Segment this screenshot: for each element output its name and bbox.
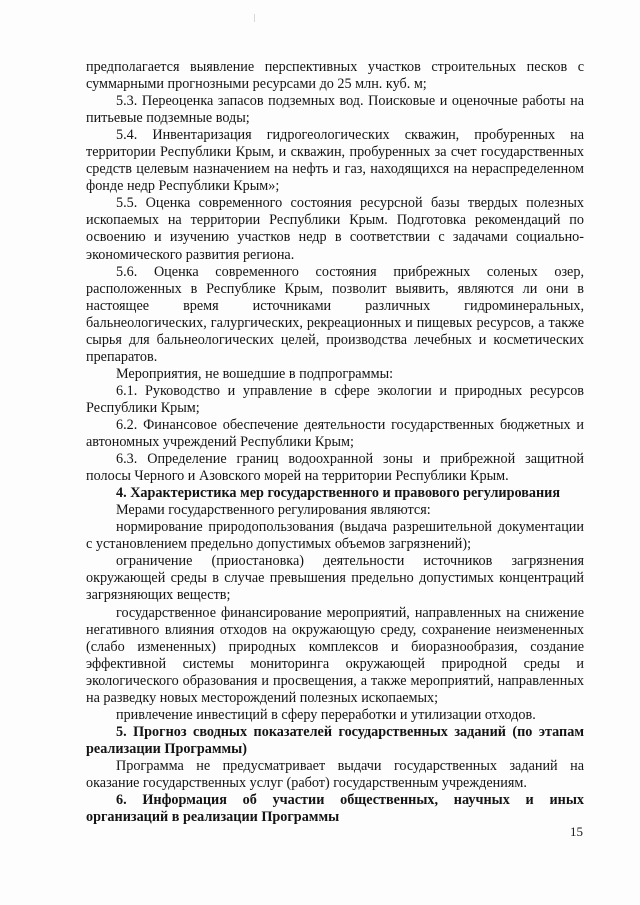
paragraph-6-3: 6.3. Определение границ водоохранной зоны и прибрежной защитной полосы Черного и Азовского морей на территории Республики Крым.: [86, 451, 584, 485]
paragraph-regulation-3: государственное финансирование мероприятий, направленных на снижение негативного влияния отходов на окружающую среду, сохранение неизмененных (слабо измененных) природных комплексов и биоразнообразия, создание эффективной системы мониторинга окружающей природной среды и экологического образования и просвещения, а также мероприятий, направленных на разведку новых месторождений полезных ископаемых;: [86, 604, 584, 706]
paragraph-regulation-4: привлечение инвестиций в сферу переработки и утилизации отходов.: [116, 706, 536, 723]
paragraph-regulation-intro: Мерами государственного регулирования являются:: [116, 502, 431, 519]
paragraph-continuation: предполагается выявление перспективных участков строительных песков с суммарными прогнозными ресурсами до 25 млн. куб. м;: [86, 59, 584, 93]
paragraph-6-1: 6.1. Руководство и управление в сфере экологии и природных ресурсов Республики Крым;: [86, 382, 584, 416]
section-heading-4: 4. Характеристика мер государственного и правового регулирования: [116, 485, 560, 502]
paragraph-measures-intro: Мероприятия, не вошедшие в подпрограммы:: [116, 365, 394, 382]
document-body: [86, 59, 584, 826]
section-heading-5: 5. Прогноз сводных показателей государственных заданий (по этапам реализации Программы): [86, 723, 584, 757]
paragraph-5-5: 5.5. Оценка современного состояния ресурсной базы твердых полезных ископаемых на территории Республики Крым. Подготовка рекомендаций по освоению и изучению участков недр в соответствии с задачами социально-экономического развития региона.: [86, 195, 584, 263]
paragraph-regulation-1: нормирование природопользования (выдача разрешительной документации с установлением предельно допустимых объемов загрязнений);: [86, 519, 584, 553]
section-heading-6: 6. Информация об участии общественных, научных и иных организаций в реализации Программы: [86, 792, 584, 826]
paragraph-5-3: 5.3. Переоценка запасов подземных вод. Поисковые и оценочные работы на питьевые подземные воды;: [86, 93, 584, 127]
paragraph-6-2: 6.2. Финансовое обеспечение деятельности государственных бюджетных и автономных учреждений Республики Крым;: [86, 416, 584, 451]
paragraph-5-4: 5.4. Инвентаризация гидрогеологических скважин, пробуренных на территории Республики Крым, и скважин, пробуренных за счет государственных средств целевым назначением на нефть и газ, находящихся на нераспределенном фонде недр Республики Крым»;: [86, 127, 584, 195]
page-number: 15: [570, 824, 583, 839]
paragraph-5-6: 5.6. Оценка современного состояния прибрежных соленых озер, расположенных в Республике Крым, позволит выявить, являются ли они в настоящее время источниками различных гидроминеральных, бальнеологических, галургических, рекреационных и пищевых ресурсов, а также сырья для бальнеологических целей, производства лечебных и косметических препаратов.: [86, 263, 584, 365]
paragraph-program-tasks: Программа не предусматривает выдачи государственных заданий на оказание государственных услуг (работ) государственным учреждениям.: [86, 757, 584, 791]
scan-speck: [254, 14, 255, 22]
paragraph-regulation-2: ограничение (приостановка) деятельности источников загрязнения окружающей среды в случае превышения предельно допустимых концентраций загрязняющих веществ;: [86, 553, 584, 604]
